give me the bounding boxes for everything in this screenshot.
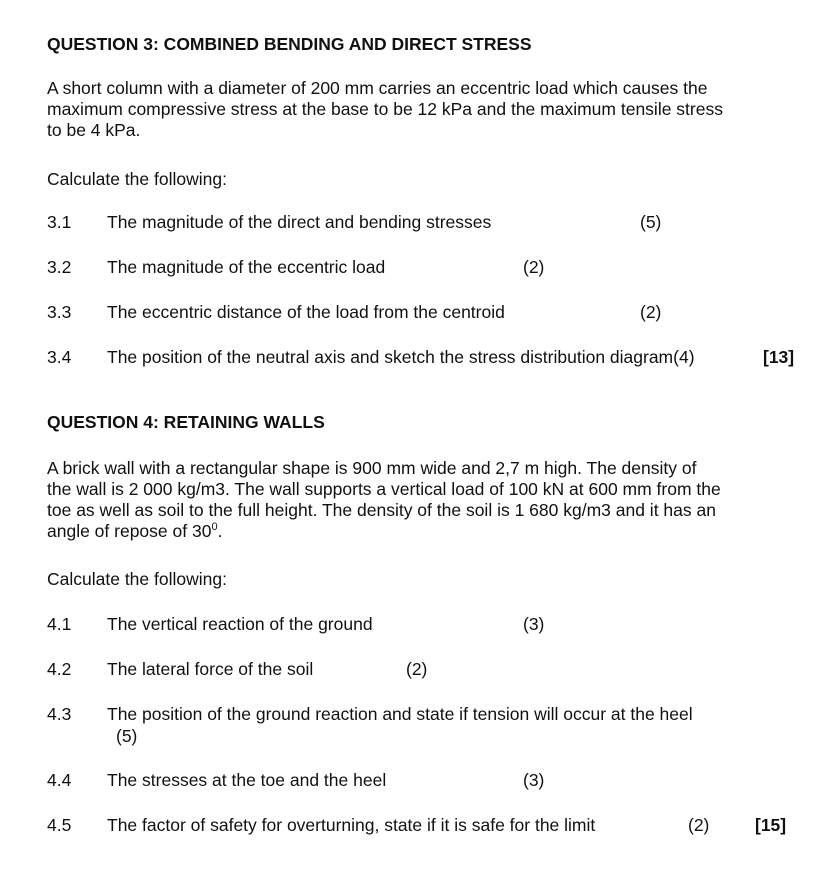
- item-marks: (5): [640, 212, 662, 232]
- item-number: 4.3: [47, 704, 72, 724]
- paragraph-line: A short column with a diameter of 200 mm carries an eccentric load which causes the: [47, 78, 708, 98]
- question-4-paragraph: [47, 458, 807, 542]
- item-number: 4.4: [47, 770, 72, 790]
- angle-text: angle of repose of 30: [47, 521, 212, 541]
- item-number: 4.2: [47, 659, 72, 679]
- item-number: 3.1: [47, 212, 72, 232]
- item-marks: (2): [406, 659, 428, 679]
- item-number: 3.3: [47, 302, 72, 322]
- question-4-title: QUESTION 4: RETAINING WALLS: [47, 412, 325, 432]
- item-text: The factor of safety for overturning, state if it is safe for the limit: [107, 815, 596, 835]
- item-marks: (2): [640, 302, 662, 322]
- paragraph-line: the wall is 2 000 kg/m3. The wall supports a vertical load of 100 kN at 600 mm from the: [47, 479, 721, 499]
- question-total: [15]: [755, 815, 787, 835]
- item-number: 3.2: [47, 257, 72, 277]
- item-marks: (3): [523, 614, 545, 634]
- item-marks: (2): [523, 257, 545, 277]
- item-text: The magnitude of the direct and bending stresses: [107, 212, 492, 232]
- question-3-paragraph: [47, 78, 807, 141]
- question-total: [13]: [763, 347, 795, 367]
- item-text: The eccentric distance of the load from the centroid: [107, 302, 505, 322]
- question-4-intro: Calculate the following:: [47, 569, 227, 589]
- paragraph-line: toe as well as soil to the full height. The density of the soil is 1 680 kg/m3 and it has an: [47, 500, 716, 520]
- item-number: 4.5: [47, 815, 72, 835]
- paragraph-line: A brick wall with a rectangular shape is 900 mm wide and 2,7 m high. The density of: [47, 458, 697, 478]
- item-marks: (3): [523, 770, 545, 790]
- item-text: The position of the neutral axis and sketch the stress distribution diagram(4): [107, 347, 695, 367]
- item-text: The magnitude of the eccentric load: [107, 257, 386, 277]
- paragraph-line: [47, 521, 807, 542]
- item-text: The stresses at the toe and the heel: [107, 770, 387, 790]
- paragraph-line: maximum compressive stress at the base to be 12 kPa and the maximum tensile stress: [47, 99, 723, 119]
- question-3-title: QUESTION 3: COMBINED BENDING AND DIRECT STRESS: [47, 34, 532, 54]
- item-text: The vertical reaction of the ground: [107, 614, 373, 634]
- paragraph-line: to be 4 kPa.: [47, 120, 141, 140]
- angle-period: .: [217, 521, 223, 541]
- item-marks: (5): [116, 726, 138, 746]
- item-number: 3.4: [47, 347, 72, 367]
- item-number: 4.1: [47, 614, 72, 634]
- question-3-intro: Calculate the following:: [47, 169, 227, 189]
- item-marks: (2): [688, 815, 710, 835]
- degree-superscript: 0: [211, 521, 218, 534]
- item-text: The position of the ground reaction and state if tension will occur at the heel: [107, 704, 693, 724]
- item-text: The lateral force of the soil: [107, 659, 314, 679]
